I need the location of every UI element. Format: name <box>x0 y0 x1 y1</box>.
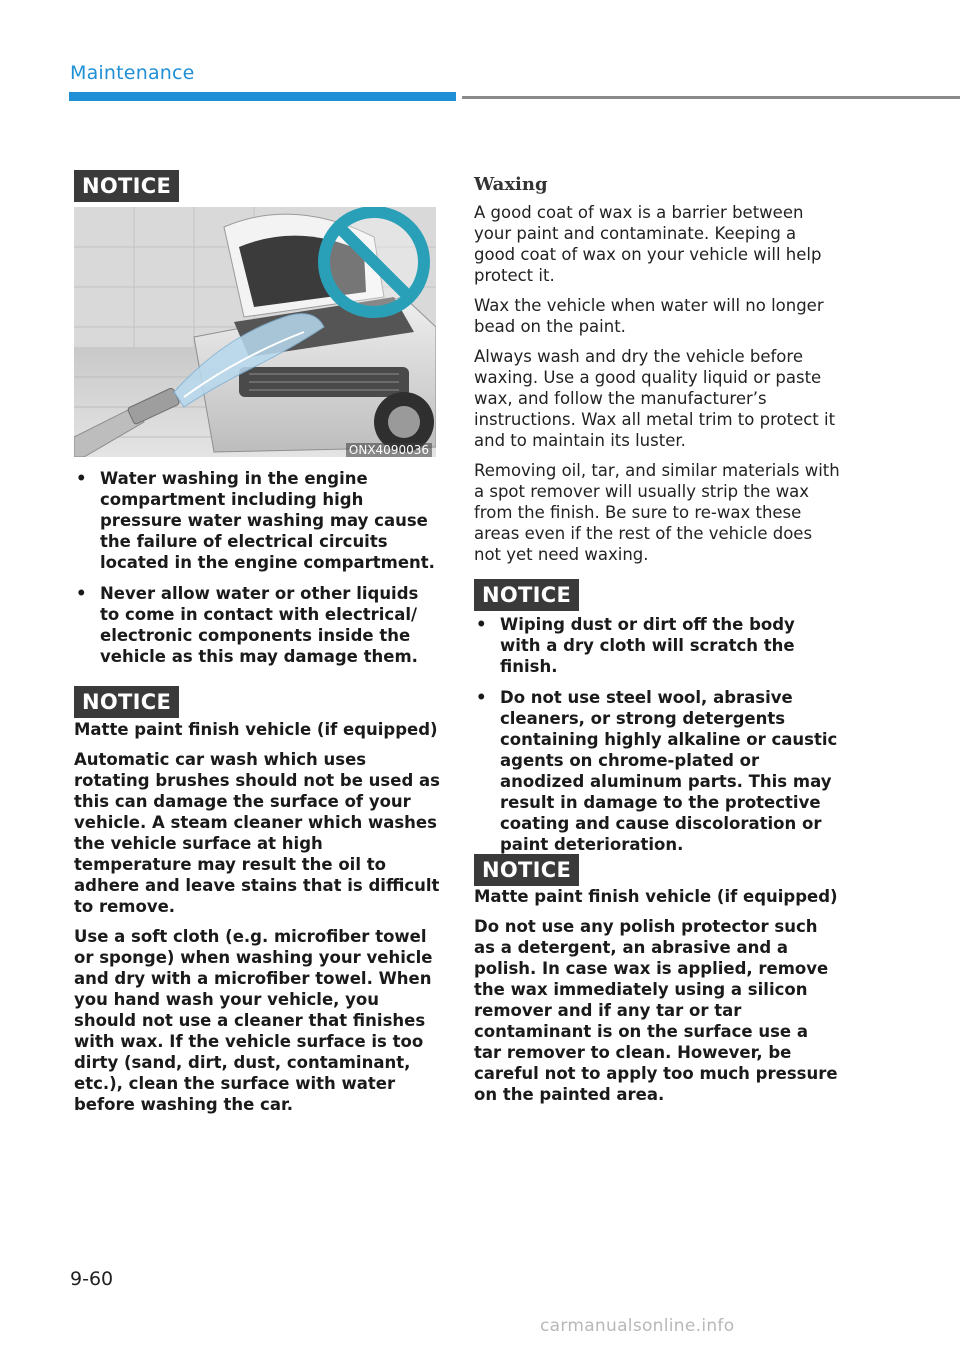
engine-wash-illustration <box>74 207 436 457</box>
page-number: 9-60 <box>70 1268 114 1290</box>
notice4-title: Matte paint finish vehicle (if equipped) <box>474 887 838 906</box>
notice-label: NOTICE <box>474 579 579 611</box>
figure-code: ONX4090036 <box>346 443 432 457</box>
header-divider-rule <box>462 96 960 99</box>
waxing-para: Always wash and dry the vehicle before waxing. Use a good quality liquid or paste wax, and follow the manufacturer’s instructions. Wax all metal trim to protect it and to maintain its luster. <box>474 347 836 450</box>
list-item: • Water washing in the engine compartment including high pressure water washing may cause the failure of electrical circuits located in the engine compartment. <box>76 469 435 572</box>
notice-label: NOTICE <box>474 854 579 886</box>
list-item: • Never allow water or other liquids to come in contact with electrical/ electronic components inside the vehicle as this may damage them. <box>76 584 419 666</box>
notice4-para1: Do not use any polish protector such as a detergent, an abrasive and a polish. In case wax is applied, remove the wax immediately using a silicon remover and if any tar or tar contaminant is on the surface use a tar remover to clean. However, be careful not to apply too much pressure on the painted area. <box>474 917 838 1104</box>
notice2-body <box>74 719 440 1124</box>
notice1-body <box>74 468 440 677</box>
notice2-title: Matte paint finish vehicle (if equipped) <box>74 720 438 739</box>
notice4-body <box>474 886 840 1114</box>
waxing-para: Removing oil, tar, and similar materials with a spot remover will usually strip the wax from the finish. Be sure to re-wax these areas even if the rest of the vehicle does not yet need waxing. <box>474 461 840 564</box>
notice-label: NOTICE <box>74 170 179 202</box>
engine-wash-image <box>74 207 436 457</box>
waxing-heading: Waxing <box>474 174 548 195</box>
list-item: • Wiping dust or dirt off the body with a dry cloth will scratch the finish. <box>476 615 795 676</box>
notice-label: NOTICE <box>74 686 179 718</box>
waxing-para: A good coat of wax is a barrier between your paint and contaminate. Keeping a good coat of wax on your vehicle will help protect it. <box>474 203 822 285</box>
list-item: • Do not use steel wool, abrasive cleaners, or strong detergents containing highly alkaline or caustic agents on chrome-plated or anodized aluminum parts. This may result in damage to the protective coating and cause discoloration or paint deterioration. <box>476 688 838 854</box>
notice2-para2: Use a soft cloth (e.g. microfiber towel or sponge) when washing your vehicle and dry with a microfiber towel. When you hand wash your vehicle, you should not use a cleaner that finishes with wax. If the vehicle surface is too dirty (sand, dirt, dust, contaminant, etc.), clean the surface with water before washing the car. <box>74 927 433 1114</box>
watermark: carmanualsonline.info <box>540 1316 735 1336</box>
waxing-para: Wax the vehicle when water will no longer bead on the paint. <box>474 296 824 336</box>
notice3-bullets <box>474 614 840 855</box>
section-title: Maintenance <box>70 62 195 84</box>
waxing-body <box>474 202 840 574</box>
notice1-bullets <box>74 468 440 667</box>
notice3-body <box>474 614 840 865</box>
header-accent-rule <box>69 92 456 101</box>
notice2-para1: Automatic car wash which uses rotating brushes should not be used as this can damage the surface of your vehicle. A steam cleaner which washes the vehicle surface at high temperature may result the oil to adhere and leave stains that is difficult to remove. <box>74 750 440 916</box>
